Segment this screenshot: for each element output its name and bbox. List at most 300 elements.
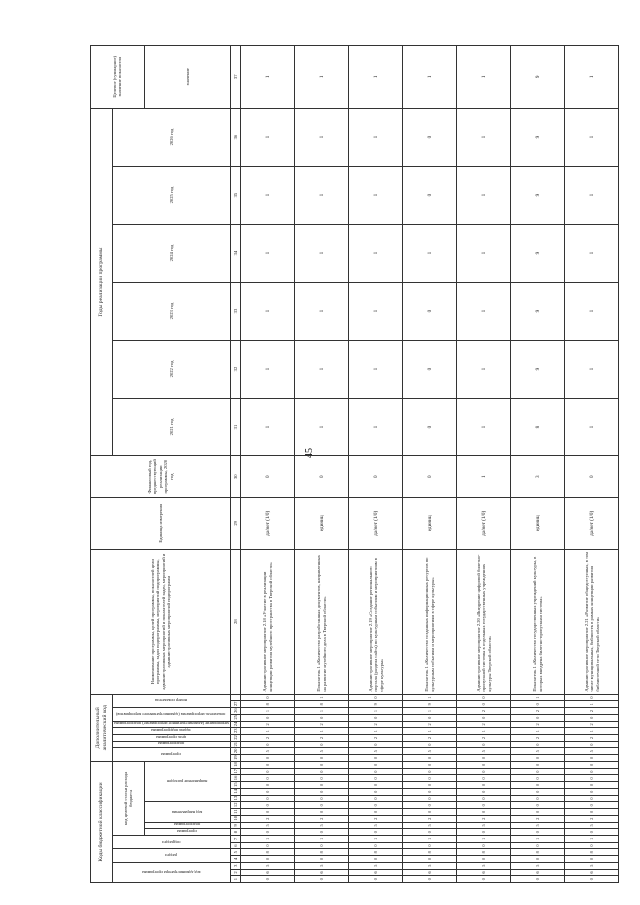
code-digit: 8	[403, 849, 457, 856]
row-value: 1	[403, 224, 457, 282]
row-value: 1	[349, 224, 403, 282]
row-unit: единиц	[295, 497, 349, 549]
row-unit: да/нет (1/0)	[349, 497, 403, 549]
row-value: 1	[349, 166, 403, 224]
row-value: 1	[565, 46, 619, 109]
code-digit: 0	[565, 802, 619, 809]
row-value: 9	[511, 340, 565, 398]
code-digit: 2	[511, 735, 565, 742]
code-digit: 0	[565, 876, 619, 883]
column-number: 29	[231, 497, 241, 549]
column-number: 13	[231, 795, 241, 802]
code-digit: 0	[565, 829, 619, 836]
column-number: 30	[231, 456, 241, 497]
column-number: 28	[231, 549, 241, 694]
row-name: Административное мероприятие 2.20 «Внедрение цифровой билетно-пропускной системы в отдельных государственных учреждениях культуры Тверской области»	[457, 549, 511, 694]
code-digit: 0	[241, 782, 295, 789]
code-digit: 5	[403, 862, 457, 869]
code-digit: 1	[403, 694, 457, 701]
row-value: 1	[457, 224, 511, 282]
code-digit: 1	[457, 728, 511, 735]
code-digit: 0	[349, 755, 403, 762]
code-digit: 0	[241, 802, 295, 809]
column-number: 17	[231, 768, 241, 775]
code-digit: 0	[241, 876, 295, 883]
code-digit: 2	[565, 721, 619, 728]
code-digit: 9	[403, 701, 457, 708]
code-digit: 0	[511, 829, 565, 836]
row-value: 1	[457, 282, 511, 340]
column-number: 7	[231, 835, 241, 842]
task-subprogram-header: задача подпрограммы	[150, 728, 191, 734]
code-digit: 5	[295, 748, 349, 755]
row-value: 1	[295, 282, 349, 340]
row-value: 1	[295, 166, 349, 224]
column-number: 5	[231, 849, 241, 856]
code-digit: 2	[295, 735, 349, 742]
code-digit: 0	[403, 741, 457, 748]
code-digit: 1	[403, 708, 457, 715]
code-digit: 0	[511, 741, 565, 748]
code-digit: 0	[241, 788, 295, 795]
row-value: 8	[511, 398, 565, 456]
code-digit: 2	[457, 721, 511, 728]
row-value: 1	[295, 398, 349, 456]
code-digit: 5	[457, 862, 511, 869]
code-digit: 0	[295, 856, 349, 863]
row-value: 1	[457, 456, 511, 497]
row-name: Административное мероприятие 2.18 «Участие в реализации концепции развития музейного пространства в Тверской области»	[241, 549, 295, 694]
code-digit: 0	[349, 856, 403, 863]
code-digit: 0	[403, 829, 457, 836]
code-digit: 5	[349, 862, 403, 869]
code-digit: 2	[349, 815, 403, 822]
code-digit: 0	[403, 788, 457, 795]
code-digit: 0	[349, 714, 403, 721]
row-value: 0	[295, 456, 349, 497]
target-value-header: значение	[144, 46, 231, 109]
code-digit: 1	[511, 835, 565, 842]
row-unit: единиц	[511, 497, 565, 549]
row-value: 1	[295, 108, 349, 166]
row-value: 1	[241, 166, 295, 224]
code-digit: 8	[295, 849, 349, 856]
row-value: 9	[511, 46, 565, 109]
code-digit: 0	[457, 775, 511, 782]
year-2021-header: 2021 год	[113, 398, 231, 456]
code-digit: 0	[295, 782, 349, 789]
row-value: 9	[511, 166, 565, 224]
table-body	[241, 46, 619, 883]
financial-year-header: Финансовый год, предшествующий реализации программы, 2020 год	[91, 456, 231, 497]
row-name: Показатель 1 «Количество разработанных документов, направленных на развитие музейного дела в Тверской области»	[295, 549, 349, 694]
table-row	[295, 46, 349, 883]
code-digit: 0	[511, 788, 565, 795]
code-digit: 0	[349, 694, 403, 701]
code-digit: 5	[295, 862, 349, 869]
code-digit: 0	[241, 694, 295, 701]
code-digit: 8	[241, 701, 295, 708]
row-value: 1	[565, 398, 619, 456]
subprogram-header: подпрограмма	[173, 822, 200, 828]
column-number: 2	[231, 869, 241, 876]
column-number: 26	[231, 708, 241, 715]
row-value: 0	[403, 282, 457, 340]
code-digit: 8	[565, 849, 619, 856]
code-digit: 5	[565, 862, 619, 869]
row-unit: да/нет (1/0)	[241, 497, 295, 549]
row-value: 1	[349, 340, 403, 398]
rotated-table-area	[90, 45, 600, 883]
code-digit: 1	[511, 728, 565, 735]
row-value: 1	[403, 46, 457, 109]
year-2025-header: 2025 год	[113, 166, 231, 224]
code-digit: 9	[349, 701, 403, 708]
row-value: 1	[241, 46, 295, 109]
code-digit: 5	[241, 862, 295, 869]
column-number: 14	[231, 788, 241, 795]
code-digit: 1	[241, 728, 295, 735]
column-number: 25	[231, 714, 241, 721]
code-digit: 0	[565, 761, 619, 768]
code-digit: 0	[295, 809, 349, 816]
code-digit: 0	[403, 876, 457, 883]
event-subprogram-header: мероприятие (административное мероприятие) подпрограммы	[113, 721, 229, 727]
row-value: 3	[511, 456, 565, 497]
row-name: Административное мероприятие 2.21 «Развитие общедоступных, в том числе муниципальных, библиотек в рамках концепции развития библиотечной сети Тверской области»	[565, 549, 619, 694]
code-digit: 2	[457, 815, 511, 822]
column-number: 27	[231, 701, 241, 708]
code-digit: 0	[295, 876, 349, 883]
code-digit: 0	[349, 876, 403, 883]
page-number: 45	[304, 448, 315, 458]
column-number: 19	[231, 755, 241, 762]
code-digit: 0	[565, 741, 619, 748]
column-number: 22	[231, 735, 241, 742]
code-digit: 2	[511, 815, 565, 822]
code-digit: 2	[349, 735, 403, 742]
year-2023-header: 2023 год	[113, 282, 231, 340]
code-digit: 0	[403, 782, 457, 789]
code-digit: 0	[403, 761, 457, 768]
code-digit: 0	[511, 755, 565, 762]
code-digit: 1	[295, 708, 349, 715]
column-number: 3	[231, 862, 241, 869]
code-digit: 2	[457, 735, 511, 742]
code-digit: 2	[565, 708, 619, 715]
code-digit: 0	[457, 741, 511, 748]
code-digit: 1	[511, 694, 565, 701]
column-number: 18	[231, 761, 241, 768]
code-digit: 0	[403, 755, 457, 762]
row-value: 1	[565, 282, 619, 340]
indicator-number-header: номер показателя	[154, 698, 187, 704]
code-digit: 0	[349, 788, 403, 795]
section-header: раздел	[164, 853, 177, 859]
code-digit: 8	[349, 849, 403, 856]
code-digit: 8	[295, 701, 349, 708]
column-number: 23	[231, 728, 241, 735]
row-value: 1	[565, 340, 619, 398]
expense-code-group-header: код целевой статьи расхода бюджета	[113, 761, 145, 835]
code-digit: 0	[403, 842, 457, 849]
code-digit: 0	[457, 761, 511, 768]
code-digit: 8	[511, 849, 565, 856]
name-column-header: Наименование программы, целей программы, показателей цели программы, задач подпрограммы, мероприятий подпрограммы, административных мероприятий и показателей задач, мероприятий и административных мероприятий подпрограмм	[91, 549, 231, 694]
code-digit: 0	[565, 775, 619, 782]
row-value: 1	[349, 398, 403, 456]
code-digit: 8	[457, 849, 511, 856]
code-digit: 0	[349, 782, 403, 789]
code-digit: 0	[457, 802, 511, 809]
row-value: 0	[349, 456, 403, 497]
code-digit: 0	[241, 741, 295, 748]
code-digit: 0	[403, 802, 457, 809]
code-digit: 0	[565, 755, 619, 762]
code-digit: 2	[511, 708, 565, 715]
code-digit: 0	[511, 761, 565, 768]
code-digit: 0	[241, 761, 295, 768]
code-digit: 8	[241, 849, 295, 856]
column-number: 8	[231, 829, 241, 836]
code-digit: 0	[457, 701, 511, 708]
column-number: 10	[231, 815, 241, 822]
code-digit: 6	[403, 869, 457, 876]
code-digit: 5	[349, 748, 403, 755]
code-digit: 6	[511, 869, 565, 876]
code-digit: 0	[457, 714, 511, 721]
code-digit: 0	[295, 842, 349, 849]
table-row	[511, 46, 565, 883]
code-digit: 2	[349, 721, 403, 728]
code-digit: 0	[565, 768, 619, 775]
code-digit: 0	[403, 714, 457, 721]
code-digit: 0	[457, 856, 511, 863]
code-digit: 0	[565, 788, 619, 795]
row-value: 1	[295, 340, 349, 398]
code-digit: 1	[565, 701, 619, 708]
code-digit: 0	[295, 741, 349, 748]
code-digit: 0	[565, 842, 619, 849]
add-program-header: программа	[161, 752, 181, 758]
table-row	[241, 46, 295, 883]
code-digit: 0	[457, 788, 511, 795]
row-unit: да/нет (1/0)	[565, 497, 619, 549]
code-digit: 1	[565, 728, 619, 735]
row-value: 1	[349, 46, 403, 109]
code-digit: 0	[241, 795, 295, 802]
code-digit: 0	[403, 775, 457, 782]
code-digit: 0	[241, 842, 295, 849]
code-digit: 0	[349, 741, 403, 748]
code-digit: 6	[241, 869, 295, 876]
code-digit: 0	[457, 795, 511, 802]
row-value: 0	[403, 166, 457, 224]
row-value: 0	[403, 456, 457, 497]
code-digit: 0	[295, 829, 349, 836]
row-value: 1	[241, 108, 295, 166]
code-digit: 0	[511, 876, 565, 883]
code-digit: 0	[403, 795, 457, 802]
code-digit: 1	[349, 728, 403, 735]
code-digit: 0	[457, 809, 511, 816]
row-value: 1	[565, 166, 619, 224]
code-digit: 0	[295, 755, 349, 762]
years-group-header: Годы реализации программы	[91, 108, 113, 456]
code-digit: 0	[457, 829, 511, 836]
code-digit: 5	[457, 822, 511, 829]
row-value: 1	[457, 398, 511, 456]
row-value: 1	[565, 224, 619, 282]
code-digit: 0	[295, 761, 349, 768]
code-digit: 0	[403, 809, 457, 816]
column-number: 21	[231, 741, 241, 748]
code-digit: 0	[511, 768, 565, 775]
row-unit: единиц	[403, 497, 457, 549]
code-digit: 0	[295, 802, 349, 809]
goal-program-header: цель программы	[155, 734, 187, 740]
code-digit: 5	[349, 822, 403, 829]
code-digit: 0	[241, 856, 295, 863]
code-digit: 1	[565, 835, 619, 842]
code-digit: 2	[511, 721, 565, 728]
code-digit: 2	[457, 708, 511, 715]
row-value: 9	[511, 282, 565, 340]
table-row	[349, 46, 403, 883]
code-digit: 0	[241, 829, 295, 836]
code-digit: 0	[349, 761, 403, 768]
code-digit: 6	[349, 869, 403, 876]
table-stage	[90, 45, 600, 883]
row-value: 1	[295, 224, 349, 282]
column-number: 36	[231, 108, 241, 166]
column-number: 4	[231, 856, 241, 863]
unit-header: Единица измерения	[91, 497, 231, 549]
code-digit: 0	[511, 782, 565, 789]
code-digit: 0	[349, 775, 403, 782]
direction-code-header: код направления	[171, 809, 202, 815]
code-digit: 6	[295, 869, 349, 876]
code-digit: 1	[349, 708, 403, 715]
row-value: 0	[403, 340, 457, 398]
column-number: 33	[231, 282, 241, 340]
code-digit: 0	[349, 829, 403, 836]
code-digit: 5	[511, 862, 565, 869]
row-value: 1	[349, 282, 403, 340]
column-number: 16	[231, 775, 241, 782]
code-digit: 0	[457, 694, 511, 701]
row-value: 1	[457, 166, 511, 224]
code-digit: 0	[241, 714, 295, 721]
year-2022-header: 2022 год	[113, 340, 231, 398]
code-digit: 0	[457, 782, 511, 789]
row-value: 1	[241, 282, 295, 340]
table-row	[403, 46, 457, 883]
year-2024-header: 2024 год	[113, 224, 231, 282]
code-digit: 5	[565, 822, 619, 829]
row-name: Показатель 1 «Количество государственных учреждений культуры, в которых внедрена билетно-пропускная система»	[511, 549, 565, 694]
code-digit: 1	[403, 835, 457, 842]
code-digit: 0	[511, 809, 565, 816]
code-digit: 2	[241, 735, 295, 742]
column-number: 20	[231, 748, 241, 755]
code-digit: 5	[241, 822, 295, 829]
row-value: 1	[241, 398, 295, 456]
row-value: 1	[295, 46, 349, 109]
code-digit: 5	[457, 748, 511, 755]
code-digit: 0	[349, 768, 403, 775]
column-number: 35	[231, 166, 241, 224]
code-digit: 0	[511, 802, 565, 809]
code-digit: 6	[457, 869, 511, 876]
code-digit: 1	[349, 835, 403, 842]
code-digit: 2	[295, 815, 349, 822]
code-digit: 0	[295, 788, 349, 795]
row-value: 9	[511, 108, 565, 166]
admin-code-header: код администратора программы	[141, 870, 201, 875]
row-value: 1	[241, 224, 295, 282]
row-value: 1	[241, 340, 295, 398]
code-digit: 5	[295, 822, 349, 829]
row-name: Показатель 1 «Количество созданных информационных ресурсов по культурным событиям и мероприятиям в сфере культуры»	[403, 549, 457, 694]
code-digit: 0	[241, 775, 295, 782]
code-digit: 5	[511, 748, 565, 755]
code-digit: 2	[403, 735, 457, 742]
code-digit: 0	[349, 795, 403, 802]
code-digit: 0	[241, 809, 295, 816]
code-digit: 0	[295, 795, 349, 802]
column-number: 12	[231, 802, 241, 809]
code-digit: 6	[565, 869, 619, 876]
code-digit: 2	[565, 735, 619, 742]
column-number: 37	[231, 46, 241, 109]
code-digit: 0	[511, 842, 565, 849]
row-value: 1	[457, 108, 511, 166]
column-number: 31	[231, 398, 241, 456]
code-digit: 0	[511, 714, 565, 721]
target-group-header: Целевое (суммарное) значение показателя	[91, 46, 145, 109]
code-digit: 0	[457, 842, 511, 849]
code-digit: 5	[403, 748, 457, 755]
code-digit: 5	[241, 748, 295, 755]
code-digit: 0	[511, 856, 565, 863]
code-digit: 2	[403, 815, 457, 822]
row-value: 0	[241, 456, 295, 497]
code-digit: 0	[457, 876, 511, 883]
subsection-header: подраздел	[161, 839, 181, 845]
code-digit: 0	[457, 768, 511, 775]
code-digit: 2	[565, 815, 619, 822]
code-digit: 1	[241, 708, 295, 715]
column-number: 1	[231, 876, 241, 883]
budget-classification-header: Коды бюджетной классификации	[91, 761, 113, 882]
additional-code-header: Дополнительный аналитический код	[91, 694, 113, 761]
code-digit: 0	[565, 782, 619, 789]
code-digit: 0	[349, 809, 403, 816]
code-digit: 5	[565, 748, 619, 755]
column-number: 34	[231, 224, 241, 282]
code-digit: 2	[241, 815, 295, 822]
column-number: 6	[231, 842, 241, 849]
code-digit: 0	[511, 795, 565, 802]
column-number: 9	[231, 822, 241, 829]
year-2026-header: 2026 год	[113, 108, 231, 166]
row-value: 1	[349, 108, 403, 166]
code-digit: 2	[241, 721, 295, 728]
code-digit: 0	[241, 768, 295, 775]
row-value: 0	[403, 108, 457, 166]
row-value: 1	[457, 340, 511, 398]
